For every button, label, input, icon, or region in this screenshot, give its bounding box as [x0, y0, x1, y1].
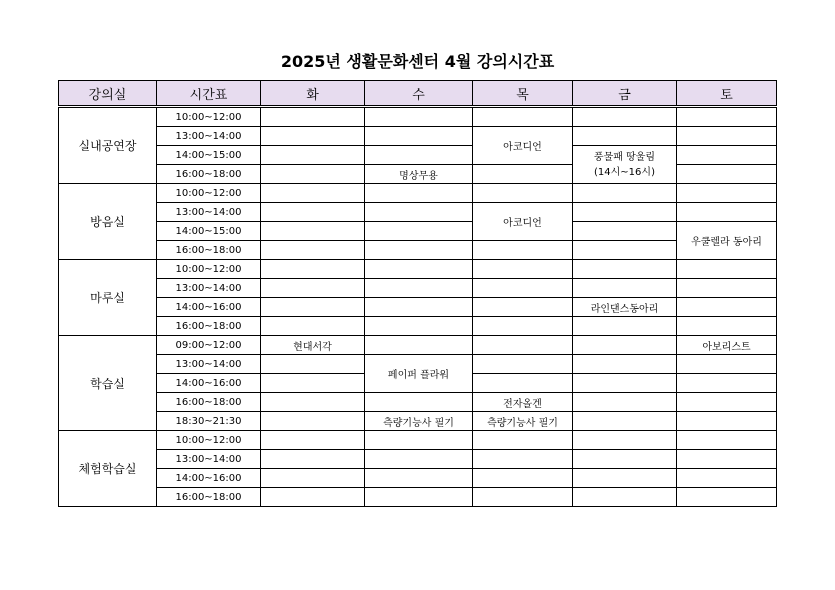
cell [573, 336, 677, 355]
class-cell: 전자올겐 [473, 393, 573, 412]
time-slot: 13:00~14:00 [157, 450, 261, 469]
cell [473, 298, 573, 317]
cell [365, 450, 473, 469]
table-row [59, 336, 777, 355]
cell [261, 374, 365, 393]
cell [677, 107, 777, 127]
cell [677, 260, 777, 279]
cell [261, 127, 365, 146]
time-slot: 14:00~15:00 [157, 222, 261, 241]
cell [677, 412, 777, 431]
cell [677, 127, 777, 146]
cell [261, 298, 365, 317]
cell [365, 146, 473, 165]
schedule-table [58, 80, 777, 507]
cell [573, 203, 677, 222]
cell [677, 146, 777, 165]
cell [261, 279, 365, 298]
time-slot: 18:30~21:30 [157, 412, 261, 431]
time-slot: 16:00~18:00 [157, 488, 261, 507]
time-slot: 14:00~15:00 [157, 146, 261, 165]
cell [573, 317, 677, 336]
class-cell: 아코디언 [473, 127, 573, 165]
time-slot: 16:00~18:00 [157, 241, 261, 260]
cell [365, 107, 473, 127]
cell [573, 127, 677, 146]
time-slot: 16:00~18:00 [157, 165, 261, 184]
time-slot: 10:00~12:00 [157, 260, 261, 279]
class-cell: 라인댄스동아리 [573, 298, 677, 317]
cell [261, 488, 365, 507]
cell [573, 412, 677, 431]
cell [261, 184, 365, 203]
cell [473, 374, 573, 393]
class-cell: 아코디언 [473, 203, 573, 241]
cell [261, 203, 365, 222]
cell [261, 146, 365, 165]
table-row [59, 107, 777, 127]
cell [261, 317, 365, 336]
cell [365, 260, 473, 279]
cell [473, 469, 573, 488]
cell [473, 317, 573, 336]
cell [365, 222, 473, 241]
cell [365, 336, 473, 355]
cell [473, 279, 573, 298]
time-slot: 14:00~16:00 [157, 298, 261, 317]
room-name: 방음실 [59, 184, 157, 260]
time-slot: 14:00~16:00 [157, 469, 261, 488]
class-name: 풍물패 땅울림 [593, 151, 656, 163]
table-row [59, 450, 777, 469]
table-row [59, 469, 777, 488]
class-cell: 측량기능사 필기 [473, 412, 573, 431]
cell [261, 412, 365, 431]
table-row [59, 355, 777, 374]
cell [261, 431, 365, 450]
table-row [59, 431, 777, 450]
cell [473, 355, 573, 374]
cell [365, 431, 473, 450]
table-row [59, 488, 777, 507]
cell [677, 488, 777, 507]
cell [677, 355, 777, 374]
cell [261, 393, 365, 412]
header-sat: 토 [677, 81, 777, 107]
cell [573, 241, 677, 260]
table-row [59, 317, 777, 336]
table-row [59, 184, 777, 203]
class-time-note: (14시~16시) [594, 166, 655, 178]
cell [473, 165, 573, 184]
cell [677, 317, 777, 336]
cell [365, 279, 473, 298]
cell [573, 374, 677, 393]
time-slot: 13:00~14:00 [157, 127, 261, 146]
header-row [59, 81, 777, 107]
cell [261, 165, 365, 184]
table-row [59, 222, 777, 241]
class-cell: 우쿨렐라 동아리 [677, 222, 777, 260]
cell [473, 107, 573, 127]
cell [365, 184, 473, 203]
cell [473, 260, 573, 279]
header-wed: 수 [365, 81, 473, 107]
time-slot: 16:00~18:00 [157, 317, 261, 336]
header-thu: 목 [473, 81, 573, 107]
room-name: 실내공연장 [59, 107, 157, 184]
cell [473, 431, 573, 450]
cell [677, 279, 777, 298]
time-slot: 10:00~12:00 [157, 431, 261, 450]
table-row [59, 146, 777, 165]
header-tue: 화 [261, 81, 365, 107]
header-time: 시간표 [157, 81, 261, 107]
time-slot: 13:00~14:00 [157, 355, 261, 374]
time-slot: 09:00~12:00 [157, 336, 261, 355]
time-slot: 13:00~14:00 [157, 203, 261, 222]
cell [473, 450, 573, 469]
cell [365, 469, 473, 488]
cell [677, 374, 777, 393]
time-slot: 10:00~12:00 [157, 184, 261, 203]
table-row [59, 127, 777, 146]
cell [573, 107, 677, 127]
cell [677, 298, 777, 317]
cell [573, 431, 677, 450]
class-cell: 페이퍼 플라워 [365, 355, 473, 393]
cell [473, 336, 573, 355]
time-slot: 13:00~14:00 [157, 279, 261, 298]
class-cell: 측량기능사 필기 [365, 412, 473, 431]
header-fri: 금 [573, 81, 677, 107]
cell [261, 260, 365, 279]
cell [573, 450, 677, 469]
room-name: 체험학습실 [59, 431, 157, 507]
cell [677, 203, 777, 222]
table-row [59, 412, 777, 431]
cell [573, 279, 677, 298]
cell [573, 355, 677, 374]
cell [573, 222, 677, 241]
table-row [59, 279, 777, 298]
class-cell: 명상무용 [365, 165, 473, 184]
cell [677, 431, 777, 450]
cell [365, 393, 473, 412]
cell [677, 184, 777, 203]
time-slot: 16:00~18:00 [157, 393, 261, 412]
cell [677, 393, 777, 412]
room-name: 마루실 [59, 260, 157, 336]
time-slot: 14:00~16:00 [157, 374, 261, 393]
page-title: 2025년 생활문화센터 4월 강의시간표 [280, 52, 555, 71]
class-cell: 현대서각 [261, 336, 365, 355]
cell [365, 203, 473, 222]
cell [677, 450, 777, 469]
table-row [59, 241, 777, 260]
cell [365, 127, 473, 146]
cell [677, 165, 777, 184]
cell [365, 298, 473, 317]
cell [261, 355, 365, 374]
cell [261, 450, 365, 469]
cell [573, 393, 677, 412]
cell [473, 488, 573, 507]
cell [473, 184, 573, 203]
cell [573, 488, 677, 507]
cell [261, 241, 365, 260]
class-cell: 아보리스트 [677, 336, 777, 355]
cell [365, 317, 473, 336]
cell [365, 241, 473, 260]
cell [261, 222, 365, 241]
room-name: 학습실 [59, 336, 157, 431]
cell [473, 241, 573, 260]
cell [573, 260, 677, 279]
cell [261, 469, 365, 488]
cell [573, 184, 677, 203]
cell [261, 107, 365, 127]
header-room: 강의실 [59, 81, 157, 107]
cell [365, 488, 473, 507]
table-row [59, 203, 777, 222]
cell [677, 469, 777, 488]
time-slot: 10:00~12:00 [157, 107, 261, 127]
class-cell [573, 146, 677, 184]
table-row [59, 298, 777, 317]
table-row [59, 393, 777, 412]
cell [573, 469, 677, 488]
table-row [59, 260, 777, 279]
